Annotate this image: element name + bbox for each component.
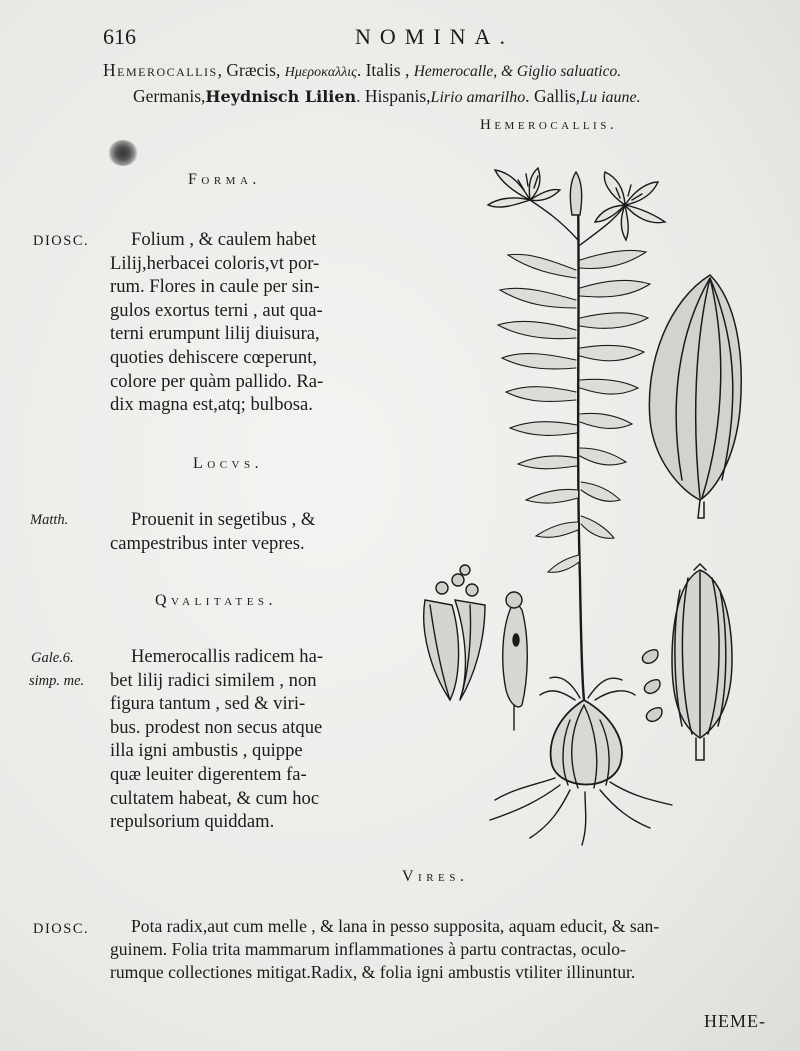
qualitates-text <box>110 645 323 834</box>
plant-name: Hemerocallis <box>103 60 218 80</box>
forma-heading: Forma. <box>188 171 261 188</box>
seed-capsule-closed <box>503 592 528 730</box>
qualitates-line: illa igni ambustis , quippe <box>110 740 303 762</box>
vires-line: rumque collectiones mitigat.Radix, & folia igni ambustis vtiliter illinuntur. <box>110 962 636 982</box>
graecis-label: , Græcis, <box>217 60 285 80</box>
qualitates-margin-note-1: Gale.6. <box>31 650 74 666</box>
nomina-line-2 <box>133 86 641 107</box>
qualitates-line: cultatem habeat, & cum hoc <box>110 787 320 809</box>
greek-name: Ημεροκαλλις <box>284 65 357 80</box>
qualitates-line: Hemerocallis radicem ha- <box>131 646 324 667</box>
forma-text <box>110 228 323 417</box>
forma-line: Lilij,herbacei coloris,vt por- <box>110 252 320 274</box>
french-name: Lu iaune. <box>580 89 641 106</box>
qualitates-line: bet lilij radici similem , non <box>110 669 317 691</box>
vires-text <box>110 915 659 984</box>
german-name: Heydnisch Lilien <box>205 87 357 106</box>
italian-name: Hemerocalle, & Giglio saluatico. <box>413 63 622 80</box>
page-number: 616 <box>103 24 136 49</box>
forma-line: quoties dehiscere cœperunt, <box>110 346 318 368</box>
vires-margin-note: DIOSC. <box>33 921 90 937</box>
seed-capsule-right <box>672 564 732 760</box>
locus-heading: Locvs. <box>193 455 264 472</box>
forma-line: dix magna est,atq; bulbosa. <box>110 394 313 416</box>
locus-text <box>110 508 315 555</box>
locus-line: campestribus inter vepres. <box>110 532 305 554</box>
forma-line: colore per quàm pallido. Ra- <box>110 370 324 392</box>
leaves-right <box>580 250 650 538</box>
flower-right <box>595 172 665 240</box>
vires-heading: Vires. <box>402 868 469 885</box>
locus-line: Prouenit in segetibus , & <box>131 509 316 530</box>
catchword: HEME- <box>704 1011 766 1031</box>
seed-capsule-left <box>424 565 485 700</box>
qualitates-heading: Qvalitates. <box>155 592 278 609</box>
figure-caption: Hemerocallis. <box>480 117 618 133</box>
vires-line: guinem. Folia trita mammarum inflammationes à partu contractas, oculo- <box>110 939 626 959</box>
gallis-label: . Gallis, <box>525 86 581 106</box>
running-title: NOMINA. <box>355 24 514 49</box>
spanish-name: Lirio amarilho <box>430 89 526 106</box>
bud <box>570 172 581 215</box>
hispanis-label: . Hispanis, <box>356 86 431 106</box>
qualitates-margin-note-2: simp. me. <box>29 673 85 689</box>
qualitates-line: repulsorium quiddam. <box>110 811 275 833</box>
forma-line: Folium , & caulem habet <box>131 229 317 250</box>
leaves-left <box>498 254 579 572</box>
qualitates-line: figura tantum , sed & viri- <box>110 693 306 715</box>
forma-margin-note: DIOSC. <box>33 233 90 249</box>
plant-illustration <box>410 160 770 850</box>
forma-line: rum. Flores in caule per sin- <box>110 276 320 298</box>
qualitates-line: bus. prodest non secus atque <box>110 716 323 738</box>
seeds-right <box>642 650 662 722</box>
seed-pod-large <box>649 275 741 518</box>
locus-margin-note: Matth. <box>30 512 69 528</box>
flower-left <box>488 168 560 207</box>
nomina-line-1 <box>103 60 621 81</box>
italis-label: . Italis , <box>356 60 414 80</box>
ink-blot <box>108 140 138 166</box>
germanis-label: Germanis, <box>133 86 206 106</box>
qualitates-line: quæ leuiter digerentem fa- <box>110 763 307 785</box>
forma-line: terni erumpunt lilij diuisura, <box>110 323 320 345</box>
vires-line: Pota radix,aut cum melle , & lana in pesso supposita, aquam educit, & san- <box>131 916 660 936</box>
forma-line: gulos exortus terni , aut qua- <box>110 299 323 321</box>
